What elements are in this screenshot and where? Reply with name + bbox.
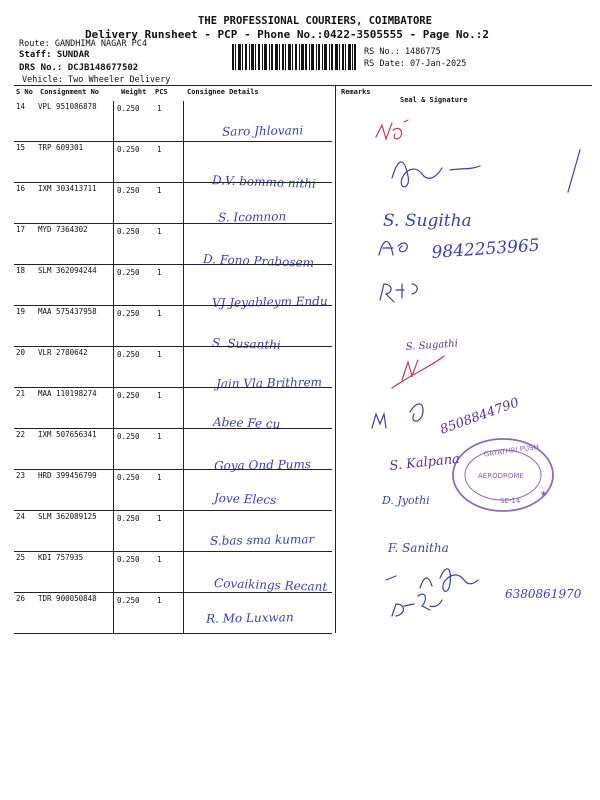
row-consignee-handwritten: Jain Vla Brithrem: [215, 375, 323, 391]
col-weight-header: Weight: [121, 88, 147, 96]
row-sno: 20: [16, 348, 26, 357]
row-sno: 22: [16, 430, 26, 439]
signature-row-18: [380, 284, 417, 302]
row-consignment-no: VPL 951086878: [38, 102, 97, 111]
row-pcs: 1: [157, 596, 162, 605]
row-sno: 21: [16, 389, 26, 398]
header-top-rule: [14, 85, 592, 86]
col-sno-header: S No: [16, 88, 33, 96]
row-pcs: 1: [157, 186, 162, 195]
phone-row-25: 6380861970: [505, 587, 582, 601]
row-sno: 26: [16, 594, 26, 603]
row-consignee-handwritten: Covaikings Recant: [213, 576, 328, 594]
row-consignment-no: KDI 757935: [38, 553, 84, 562]
row-consignment-no: SLM 362094244: [38, 266, 97, 275]
signature-text-row-23: D. Jyothi: [382, 494, 430, 507]
row-weight: 0.250: [117, 596, 140, 605]
col-consignment-header: Consignment No: [40, 88, 100, 96]
row-separator: [14, 264, 332, 265]
staff-label: Staff: SUNDAR: [19, 50, 90, 60]
column-separator: [335, 86, 336, 633]
phone-row-21: 8508844790: [438, 395, 522, 438]
row-sno: 16: [16, 184, 26, 193]
row-separator: [14, 346, 332, 347]
row-separator: [14, 428, 332, 429]
row-consignee-handwritten: S.bas sma kumar: [209, 532, 315, 548]
row-separator: [14, 592, 332, 593]
row-weight: 0.250: [117, 473, 140, 482]
signature-row-26: [392, 594, 442, 616]
row-consignee-handwritten: R. Mo Luxwan: [205, 610, 294, 626]
signature-text-row-19: S. Sugathi: [405, 338, 459, 353]
row-consignment-no: IXM 507656341: [38, 430, 97, 439]
phone-row-17: 9842253965: [430, 235, 541, 263]
row-pcs: 1: [157, 473, 162, 482]
col-pcs-header: PCS: [155, 88, 168, 96]
row-consignment-no: IXM 303413711: [38, 184, 97, 193]
col-seal-header: Seal & Signature: [400, 96, 468, 104]
rubber-stamp: [453, 439, 553, 511]
row-weight: 0.250: [117, 268, 140, 277]
row-consignee-handwritten: Abee Fe cu: [212, 414, 281, 432]
vehicle-label: Vehicle: Two Wheeler Delivery: [22, 75, 171, 85]
row-separator: [14, 387, 332, 388]
row-separator: [14, 182, 332, 183]
row-separator: [14, 223, 332, 224]
row-separator: [14, 305, 332, 306]
row-weight: 0.250: [117, 309, 140, 318]
column-separator: [183, 101, 184, 633]
stamp-star: ★: [540, 489, 548, 498]
row-pcs: 1: [157, 104, 162, 113]
row-weight: 0.250: [117, 555, 140, 564]
signature-text-row-24: F. Sanitha: [388, 541, 449, 555]
row-pcs: 1: [157, 514, 162, 523]
signature-row-25: [386, 569, 478, 592]
row-sno: 19: [16, 307, 26, 316]
route-label: Route: GANDHIMA NAGAR PC4: [19, 39, 147, 49]
row-sno: 14: [16, 102, 26, 111]
row-consignment-no: MYD 7364302: [38, 225, 88, 234]
company-title: THE PROFESSIONAL COURIERS, COIMBATORE: [198, 15, 432, 27]
row-consignee-handwritten: S. Susanthi: [211, 335, 282, 353]
row-separator: [14, 141, 332, 142]
row-sno: 23: [16, 471, 26, 480]
row-sno: 24: [16, 512, 26, 521]
row-separator: [14, 633, 332, 634]
row-weight: 0.250: [117, 145, 140, 154]
row-pcs: 1: [157, 268, 162, 277]
rs-number: RS No.: 1486775: [364, 47, 441, 57]
row-weight: 0.250: [117, 432, 140, 441]
col-consignee-header: Consignee Details: [187, 88, 259, 96]
row-separator: [14, 469, 332, 470]
signature-row-17: [379, 241, 407, 255]
row-consignment-no: TRP 609301: [38, 143, 84, 152]
row-consignee-handwritten: VJ Jeyableym Endu: [211, 293, 328, 311]
row-consignee-handwritten: Jove Elecs: [213, 490, 277, 508]
row-pcs: 1: [157, 432, 162, 441]
row-consignment-no: TDR 900050848: [38, 594, 97, 603]
row-pcs: 1: [157, 391, 162, 400]
row-weight: 0.250: [117, 186, 140, 195]
row-consignee-handwritten: Saro Jhlovani: [221, 123, 304, 139]
row-weight: 0.250: [117, 514, 140, 523]
signature-row-20: [392, 356, 444, 388]
row-consignee-handwritten: D.V. bommo nithi: [211, 173, 317, 191]
row-weight: 0.250: [117, 350, 140, 359]
column-separator: [113, 101, 114, 633]
row-pcs: 1: [157, 555, 162, 564]
row-consignee-handwritten: S. Icomnon: [217, 209, 287, 225]
row-pcs: 1: [157, 350, 162, 359]
row-weight: 0.250: [117, 227, 140, 236]
signature-text-row-16: S. Sugitha: [383, 211, 472, 231]
barcode: [232, 44, 356, 70]
drs-number: DRS No.: DCJB148677502: [19, 63, 139, 73]
signature-row-21: [372, 404, 423, 428]
stamp-top-text: GAYATHRI PUSH: [483, 442, 540, 459]
row-consignment-no: MAA 575437958: [38, 307, 97, 316]
row-consignment-no: SLM 362089125: [38, 512, 97, 521]
signature-row-15: [392, 150, 580, 192]
row-separator: [14, 551, 332, 552]
stamp-bottom-text: SE-14: [500, 497, 521, 505]
row-consignment-no: MAA 110198274: [38, 389, 97, 398]
row-sno: 18: [16, 266, 26, 275]
row-sno: 17: [16, 225, 26, 234]
row-consignment-no: HRD 399456799: [38, 471, 97, 480]
row-pcs: 1: [157, 309, 162, 318]
signature-row-14: [376, 120, 408, 139]
row-weight: 0.250: [117, 391, 140, 400]
row-consignee-handwritten: D. Fono Prabosem: [202, 252, 315, 270]
row-sno: 15: [16, 143, 26, 152]
runsheet-title: Delivery Runsheet - PCP - Phone No.:0422-3505555 - Page No.:2: [85, 28, 489, 41]
row-pcs: 1: [157, 145, 162, 154]
row-weight: 0.250: [117, 104, 140, 113]
signature-text-row-22: S. Kalpana: [388, 451, 461, 474]
row-separator: [14, 510, 332, 511]
stamp-mid-text: AERODROME: [478, 472, 524, 480]
col-remarks-header: Remarks: [341, 88, 371, 96]
row-consignee-handwritten: Goya Ond Pums: [213, 457, 312, 473]
row-pcs: 1: [157, 227, 162, 236]
row-sno: 25: [16, 553, 26, 562]
rs-date: RS Date: 07-Jan-2025: [364, 59, 467, 69]
row-consignment-no: VLR 2780642: [38, 348, 88, 357]
